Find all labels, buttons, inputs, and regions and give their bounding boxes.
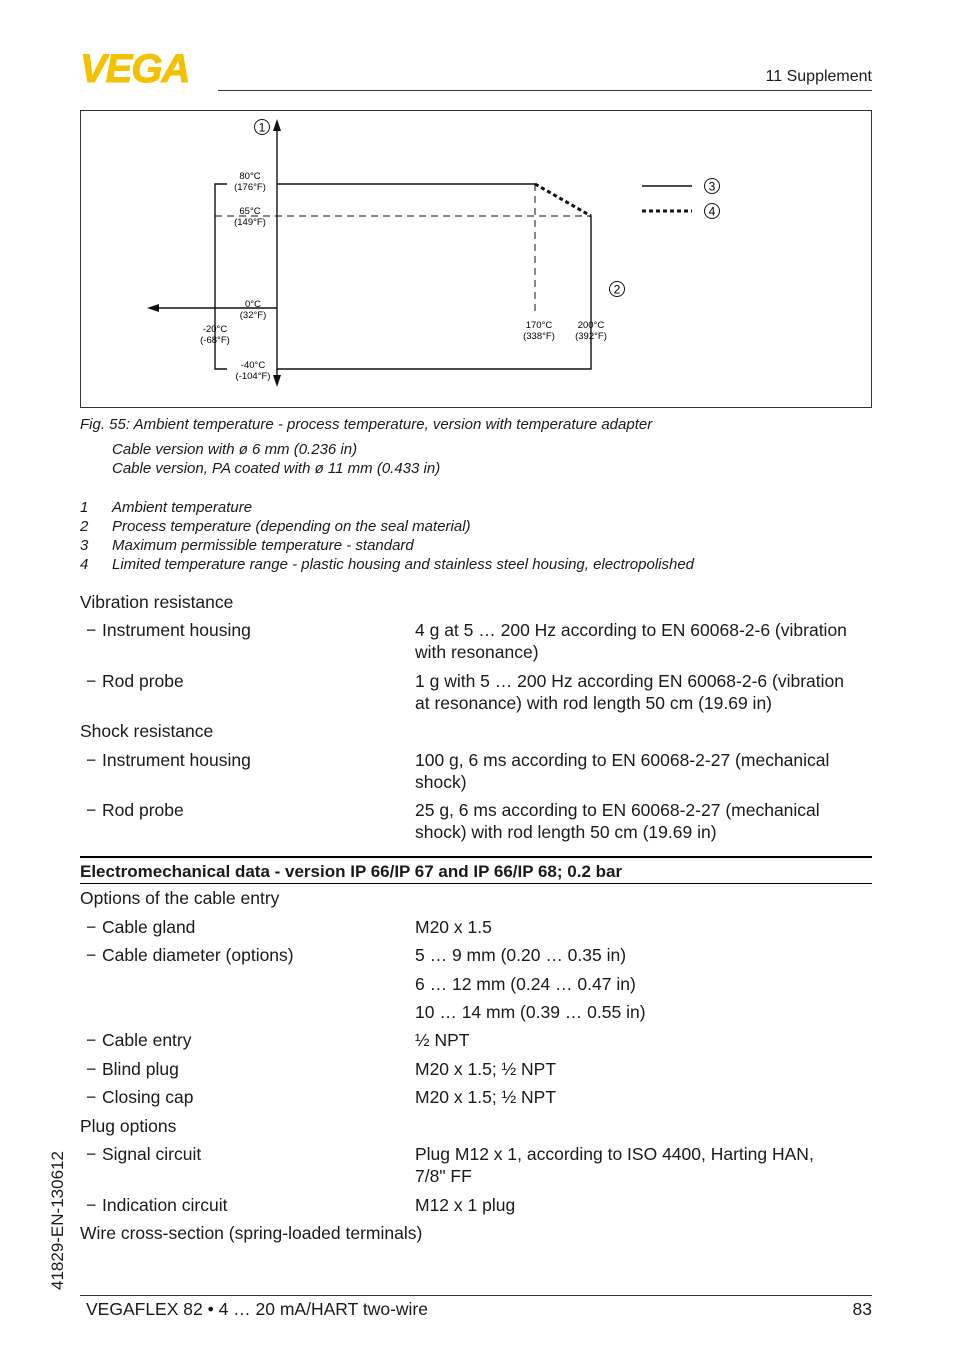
caption-cable-11mm: Cable version, PA coated with ø 11 mm (0.433 in) [112,460,441,477]
x-tick-minus20c: -20°C [202,324,228,335]
closing-cap-label: − Closing cap [86,1087,194,1107]
value-line: shock) with rod length 50 cm (19.69 in) [415,822,717,842]
value-line: Plug M12 x 1, according to ISO 4400, Harting HAN, [415,1144,814,1164]
label-text: Cable gland [102,917,196,937]
label-text: Cable diameter (options) [102,945,294,965]
legend-number: 2 [80,518,89,535]
blind-plug-label: − Blind plug [86,1059,179,1079]
callout-4-label: 4 [708,204,716,219]
value-line: with resonance) [415,642,539,662]
vibration-heading: Vibration resistance [80,592,234,612]
y-tick-32f: (32°F) [239,310,267,321]
callout-1 [255,120,270,135]
x-tick-200c: 200°C [577,320,605,331]
logo-text: VEGA [80,50,190,86]
x-tick-392f: (392°F) [575,331,607,342]
cable-gland-value: M20 x 1.5 [415,917,492,937]
section-title: 11 Supplement [765,68,872,85]
cable-diameter-option-1: 5 … 9 mm (0.20 … 0.35 in) [415,945,627,965]
callout-3 [705,179,720,194]
label-text: Indication circuit [102,1195,228,1215]
vibration-housing-value [415,619,870,663]
legend-number: 1 [80,499,89,516]
y-tick-176f: (176°F) [234,182,266,193]
label-text: Rod probe [102,800,184,820]
cable-gland-label: − Cable gland [86,917,196,937]
section-heading: Electromechanical data - version IP 66/IP 67 and IP 66/IP 68; 0.2 bar [80,862,623,881]
legend-item-4 [80,556,694,573]
cable-diameter-option-2: 6 … 12 mm (0.24 … 0.47 in) [415,974,636,994]
shock-heading: Shock resistance [80,721,214,741]
legend-text: Limited temperature range - plastic housing and stainless steel housing, electropolished [112,556,695,573]
legend-text: Process temperature (depending on the seal material) [112,518,471,535]
vibration-rod-label: − Rod probe [86,671,184,691]
callout-2 [610,282,625,297]
value-line: 25 g, 6 ms according to EN 60068-2-27 (mechanical [415,800,820,820]
value-line: 4 g at 5 … 200 Hz according to EN 60068-2-6 (vibration [415,620,847,640]
y-axis-arrow-down [273,375,281,387]
value-line: shock) [415,772,467,792]
y-tick-0c: 0°C [245,299,261,310]
cable-entry-label: − Cable entry [86,1030,192,1050]
x-tick-338f: (338°F) [523,331,555,342]
legend-item-2 [80,518,471,535]
temperature-diagram [80,110,872,408]
label-text: Rod probe [102,671,184,691]
footer-product: VEGAFLEX 82 • 4 … 20 mA/HART two-wire [86,1299,428,1319]
caption-cable-6mm: Cable version with ø 6 mm (0.236 in) [112,441,358,458]
x-tick-170c: 170°C [525,320,553,331]
document-code: 41829-EN-130612 [48,1151,67,1290]
y-tick-149f: (149°F) [234,217,266,228]
wire-cross-section-heading: Wire cross-section (spring-loaded terminals) [80,1223,423,1243]
label-text: Signal circuit [102,1144,202,1164]
shock-rod-label: − Rod probe [86,800,184,820]
signal-circuit-label: − Signal circuit [86,1144,202,1164]
figure-caption: Fig. 55: Ambient temperature - process temperature, version with temperature adapter [80,416,653,433]
label-text: Cable entry [102,1030,192,1050]
value-line: 7/8" FF [415,1166,472,1186]
y-tick-minus40c: -40°C [240,360,266,371]
cable-diameter-label: − Cable diameter (options) [86,945,294,965]
label-text: Instrument housing [102,750,251,770]
callout-1-label: 1 [258,120,266,135]
shock-housing-label: − Instrument housing [86,750,251,770]
indication-circuit-value: M12 x 1 plug [415,1195,516,1215]
temperature-diagram-svg [81,111,873,409]
cable-diameter-option-3: 10 … 14 mm (0.39 … 0.55 in) [415,1002,646,1022]
electromechanical-section-header [80,856,872,884]
blind-plug-value: M20 x 1.5; ½ NPT [415,1059,557,1079]
shock-rod-value [415,799,870,843]
legend-text: Ambient temperature [112,499,253,516]
callout-4 [705,204,720,219]
legend-item-1 [80,499,252,516]
value-line: 1 g with 5 … 200 Hz according EN 60068-2-6 (vibration [415,671,844,691]
footer-rule [80,1295,872,1296]
header-rule [218,90,872,91]
shock-housing-value [415,749,870,793]
x-axis-arrow-left [147,304,159,312]
vibration-rod-value [415,670,870,714]
callout-3-label: 3 [708,179,716,194]
label-text: Closing cap [102,1087,194,1107]
y-tick-80c: 80°C [239,171,261,182]
y-tick-65c: 65°C [239,206,261,217]
cable-entry-value: ½ NPT [415,1030,470,1050]
vibration-housing-label: − Instrument housing [86,620,251,640]
legend-text: Maximum permissible temperature - standard [112,537,414,554]
callout-2-label: 2 [613,282,621,297]
indication-circuit-label: − Indication circuit [86,1195,228,1215]
signal-circuit-value [415,1143,870,1187]
legend-item-3 [80,537,414,554]
y-tick-minus104f: (-104°F) [235,371,271,382]
plug-options-heading: Plug options [80,1116,177,1136]
vega-logo [80,50,214,86]
legend-number: 3 [80,537,89,554]
label-text: Instrument housing [102,620,251,640]
value-line: 100 g, 6 ms according to EN 60068-2-27 (mechanical [415,750,830,770]
value-line: at resonance) with rod length 50 cm (19.69 in) [415,693,772,713]
x-tick-minus68f: (-68°F) [200,335,230,346]
page-number: 83 [852,1299,872,1319]
legend-number: 4 [80,556,89,573]
y-axis-arrow-up [273,119,281,131]
cable-entry-heading: Options of the cable entry [80,888,280,908]
label-text: Blind plug [102,1059,179,1079]
closing-cap-value: M20 x 1.5; ½ NPT [415,1087,557,1107]
